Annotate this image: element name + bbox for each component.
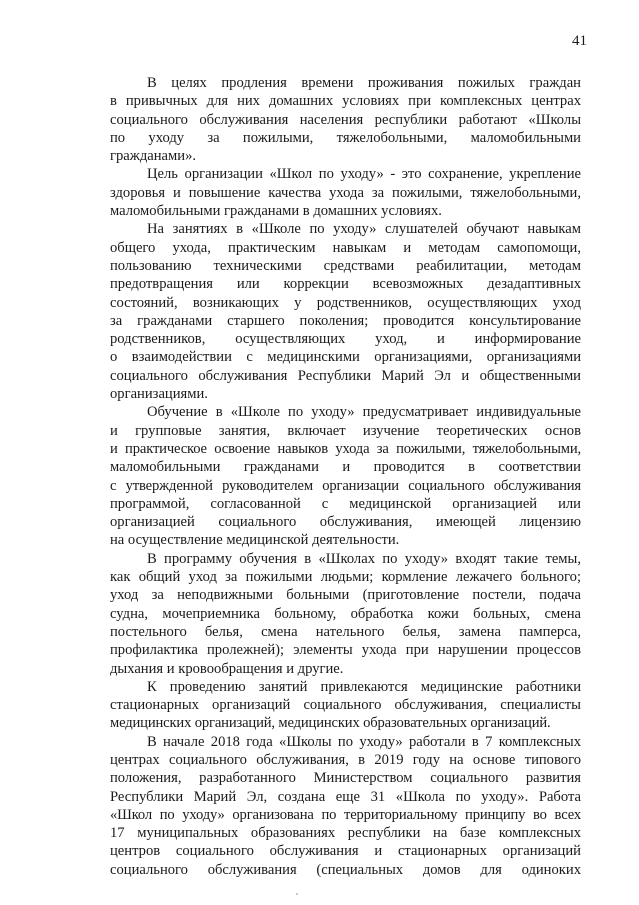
text-line: на осуществление медицинской деятельности. — [110, 532, 400, 549]
text-line: К проведению занятий привлекаются медицинские работники — [147, 678, 581, 695]
text-line: о взаимодействии с медицинскими организациями, организациями — [110, 349, 581, 366]
text-line: социального обслуживания Республики Марий Эл и общественными — [110, 367, 581, 384]
paragraph — [110, 403, 581, 549]
text-line: здоровья и повышение качества ухода за пожилыми, тяжелобольными, — [110, 184, 581, 201]
text-line: маломобильными гражданами в домашних условиях. — [110, 203, 442, 220]
text-line: социального обслуживания (специальных домов для одиноких — [110, 861, 581, 878]
text-line: в привычных для них домашних условиях при комплексных центрах — [110, 93, 581, 110]
paragraph — [110, 678, 581, 733]
text-line: центров социального обслуживания и стационарных организаций — [110, 843, 581, 860]
scan-speck — [296, 893, 298, 895]
text-line: гражданами». — [110, 148, 197, 165]
paragraph — [110, 220, 581, 403]
text-line: уход за неподвижными больными (приготовление постели, подача — [110, 587, 581, 604]
text-line: «Школ по уходу» организована по территориальному принципу во всех — [110, 806, 581, 823]
text-line: Цель организации «Школ по уходу» - это сохранение, укрепление — [147, 166, 581, 183]
text-line: На занятиях в «Школе по уходу» слушателей обучают навыкам — [147, 221, 581, 238]
text-line: маломобильными гражданами и проводится в соответствии — [110, 459, 581, 476]
text-line: состояний, возникающих у родственников, осуществляющих уход — [110, 294, 581, 311]
text-line: общего ухода, практическим навыкам и методам самопомощи, — [110, 239, 581, 256]
text-line: организациями. — [110, 386, 208, 403]
text-line: социального обслуживания населения республики работают «Школы — [110, 111, 581, 128]
paragraph — [110, 733, 581, 879]
text-line: В начале 2018 года «Школы по уходу» работали в 7 комплексных — [147, 733, 581, 750]
text-line: положения, разработанного Министерством социального развития — [110, 770, 581, 787]
text-line: 17 муниципальных образованиях республики на базе комплексных — [110, 825, 581, 842]
text-line: профилактика пролежней); элементы ухода при нарушении процессов — [110, 642, 581, 659]
paragraph — [110, 550, 581, 678]
text-line: организацией социального обслуживания, имеющей лицензию — [110, 514, 581, 531]
document-body — [110, 74, 581, 879]
text-line: как общий уход за пожилыми людьми; кормление лежачего больного; — [110, 569, 581, 586]
text-line: В программу обучения в «Школах по уходу» входят такие темы, — [147, 550, 581, 567]
paragraph — [110, 165, 581, 220]
text-line: родственников, осуществляющих уход, и информирование — [110, 331, 581, 348]
text-line: медицинских организаций, медицинских образовательных организаций. — [110, 715, 551, 732]
text-line: дыхания и кровообращения и другие. — [110, 660, 344, 677]
text-line: за гражданами старшего поколения; проводится консультирование — [110, 312, 581, 329]
text-line: стационарных организаций социального обслуживания, специалисты — [110, 697, 581, 714]
text-line: с утвержденной руководителем организации социального обслуживания — [110, 477, 581, 494]
text-line: Обучение в «Школе по уходу» предусматривает индивидуальные — [147, 404, 581, 421]
text-line: постельного белья, смена нательного белья, замена памперса, — [110, 623, 581, 640]
text-line: судна, мочеприемника больному, обработка кожи больных, смена — [110, 605, 581, 622]
text-line: и групповые занятия, включает изучение теоретических основ — [110, 422, 581, 439]
text-line: центрах социального обслуживания, в 2019 году на основе типового — [110, 751, 581, 768]
text-line: программой, согласованной с медицинской организацией или — [110, 495, 581, 512]
text-line: пользованию техническими средствами реабилитации, методам — [110, 257, 581, 274]
text-line: и практическое освоение навыков ухода за пожилыми, тяжелобольными, — [110, 440, 581, 457]
text-line: Республики Марий Эл, создана еще 31 «Школа по уходу». Работа — [110, 788, 581, 805]
text-line: предотвращения или коррекции всевозможных дезадаптивных — [110, 276, 581, 293]
paragraph — [110, 74, 581, 165]
page-number: 41 — [572, 33, 587, 49]
text-line: по уходу за пожилыми, тяжелобольными, маломобильными — [110, 129, 581, 146]
text-line: В целях продления времени проживания пожилых граждан — [147, 75, 581, 91]
